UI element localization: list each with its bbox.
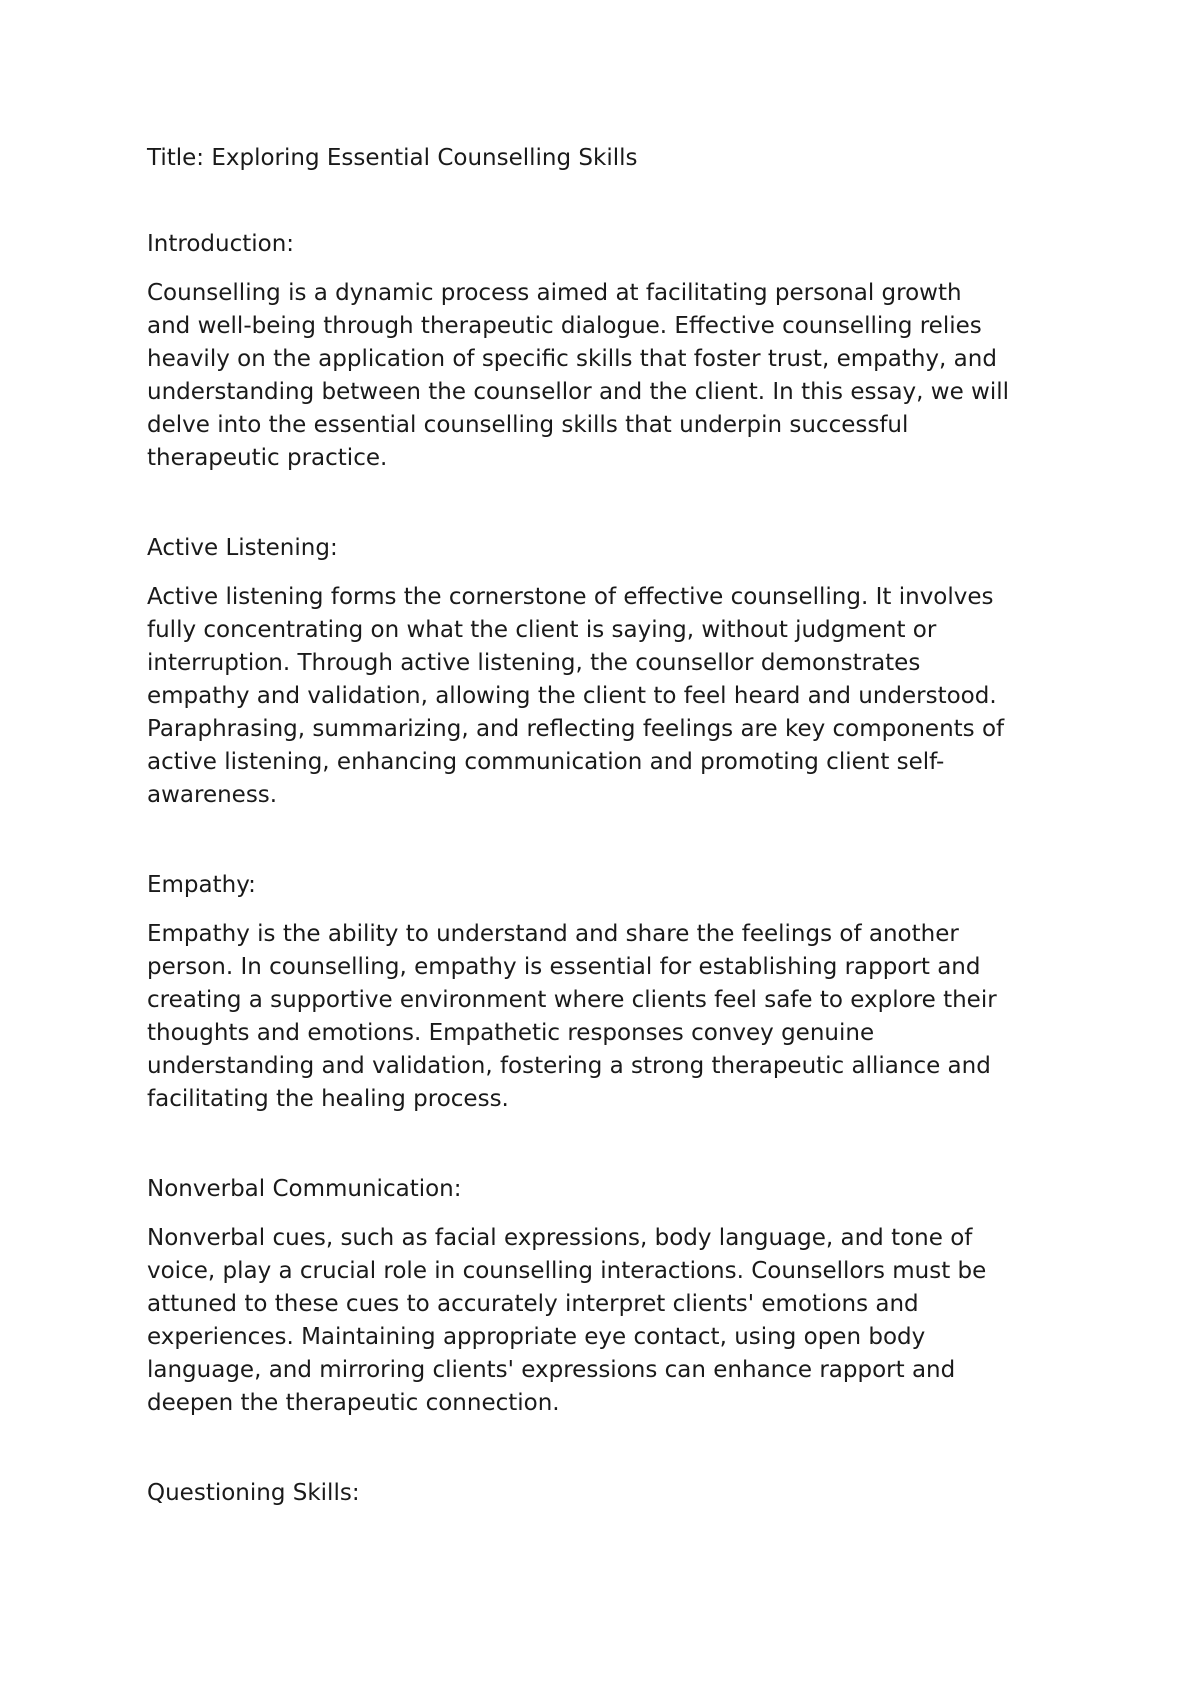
paragraph-line: heavily on the application of specific skills that foster trust, empathy, and	[147, 346, 997, 372]
paragraph-line: understanding and validation, fostering a strong therapeutic alliance and	[147, 1053, 991, 1079]
section-paragraph	[147, 277, 1077, 475]
section-active-listening	[147, 532, 1077, 812]
paragraph-line: Active listening forms the cornerstone of effective counselling. It involves	[147, 584, 994, 610]
paragraph-line: language, and mirroring clients' expressions can enhance rapport and	[147, 1357, 956, 1383]
section-introduction	[147, 228, 1077, 475]
paragraph-line: thoughts and emotions. Empathetic responses convey genuine	[147, 1020, 875, 1046]
paragraph-line: facilitating the healing process.	[147, 1086, 509, 1112]
paragraph-line: interruption. Through active listening, the counsellor demonstrates	[147, 650, 921, 676]
paragraph-line: Empathy is the ability to understand and share the feelings of another	[147, 921, 959, 947]
section-heading: Active Listening:	[147, 535, 338, 561]
paragraph-line: attuned to these cues to accurately interpret clients' emotions and	[147, 1291, 919, 1317]
paragraph-line: Counselling is a dynamic process aimed at facilitating personal growth	[147, 280, 962, 306]
paragraph-line: voice, play a crucial role in counselling interactions. Counsellors must be	[147, 1258, 987, 1284]
paragraph-line: empathy and validation, allowing the client to feel heard and understood.	[147, 683, 997, 709]
paragraph-line: Nonverbal cues, such as facial expressions, body language, and tone of	[147, 1225, 973, 1251]
section-paragraph	[147, 918, 1077, 1116]
section-paragraph	[147, 1222, 1077, 1420]
paragraph-line: experiences. Maintaining appropriate eye contact, using open body	[147, 1324, 926, 1350]
section-empathy	[147, 869, 1077, 1116]
section-nonverbal-communication	[147, 1173, 1077, 1420]
paragraph-line: understanding between the counsellor and the client. In this essay, we will	[147, 379, 1010, 405]
paragraph-line: Paraphrasing, summarizing, and reflecting feelings are key components of	[147, 716, 1005, 742]
document-page	[147, 142, 1077, 1567]
paragraph-line: and well-being through therapeutic dialogue. Effective counselling relies	[147, 313, 982, 339]
document-title: Title: Exploring Essential Counselling Skills	[147, 145, 638, 171]
paragraph-line: fully concentrating on what the client is saying, without judgment or	[147, 617, 937, 643]
section-questioning-skills	[147, 1477, 1077, 1510]
paragraph-line: creating a supportive environment where clients feel safe to explore their	[147, 987, 997, 1013]
section-heading: Empathy:	[147, 872, 256, 898]
paragraph-line: delve into the essential counselling skills that underpin successful	[147, 412, 909, 438]
section-heading: Introduction:	[147, 231, 295, 257]
paragraph-line: person. In counselling, empathy is essential for establishing rapport and	[147, 954, 981, 980]
paragraph-line: active listening, enhancing communication and promoting client self-	[147, 749, 945, 775]
paragraph-line: awareness.	[147, 782, 278, 808]
paragraph-line: therapeutic practice.	[147, 445, 388, 471]
section-paragraph	[147, 581, 1077, 812]
section-heading: Nonverbal Communication:	[147, 1176, 462, 1202]
paragraph-line: deepen the therapeutic connection.	[147, 1390, 560, 1416]
section-heading: Questioning Skills:	[147, 1480, 360, 1506]
